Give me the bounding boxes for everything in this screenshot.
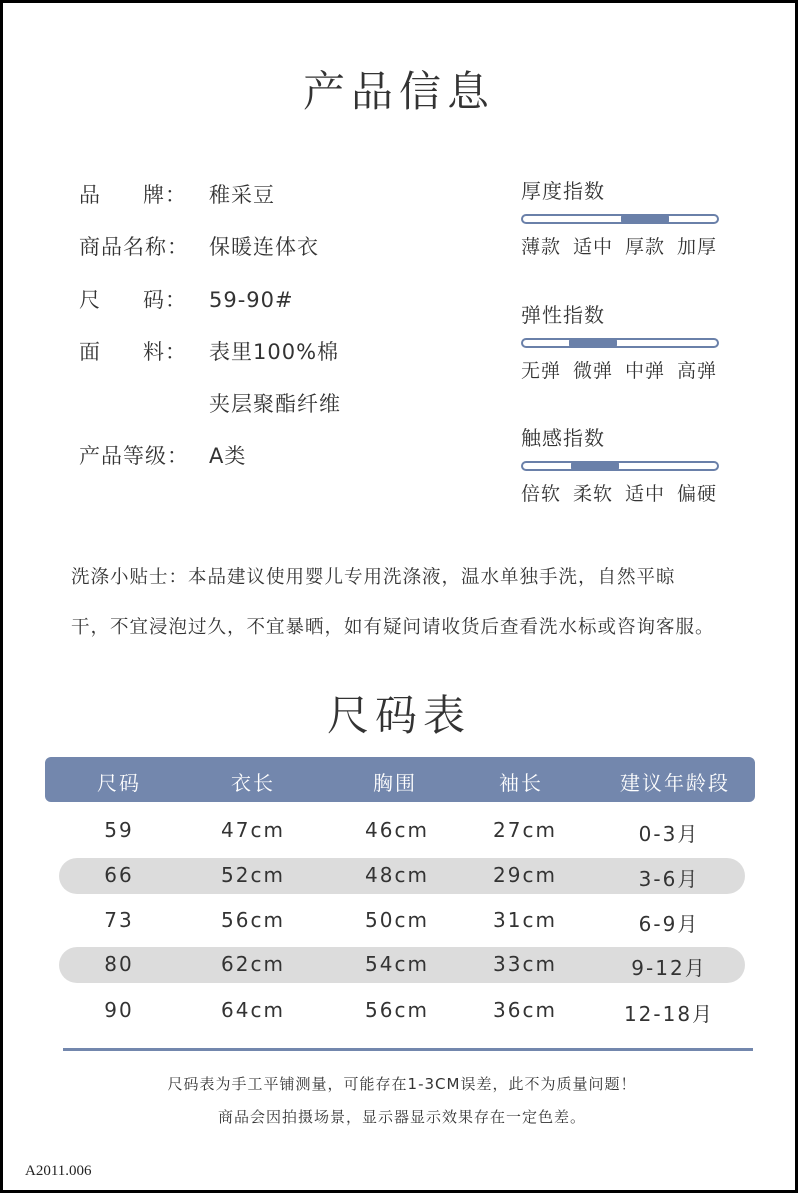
product-name-label: 商品名称：: [79, 235, 189, 259]
elasticity-levels: [521, 356, 733, 383]
washing-tip-line-2: 干，不宜浸泡过久，不宜暴晒，如有疑问请收货后查看洗水标或咨询客服。: [71, 617, 715, 638]
measurement-note: 尺码表为手工平铺测量，可能存在1-3CM误差，此不为质量问题！: [167, 1075, 637, 1093]
touch-level: 偏硬: [677, 483, 718, 505]
cell-sleeve: 33cm: [493, 952, 557, 976]
thickness-level: 加厚: [677, 236, 718, 258]
thickness-level: 薄款: [521, 236, 562, 258]
cell-age: 0-3月: [638, 822, 700, 846]
grade-value: A类: [209, 444, 247, 468]
brand-label-a: 品: [79, 183, 101, 207]
cell-chest: 56cm: [365, 998, 429, 1022]
size-label-a: 尺: [79, 288, 101, 312]
size-chart-title: 尺码表: [326, 691, 471, 740]
cell-sleeve: 31cm: [493, 908, 557, 932]
cell-sleeve: 29cm: [493, 863, 557, 887]
thickness-level: 厚款: [625, 236, 666, 258]
cell-length: 47cm: [221, 818, 285, 842]
touch-indicator: [571, 461, 619, 471]
size-label-b: 码：: [143, 288, 187, 312]
touch-gauge-title: 触感指数: [521, 426, 605, 450]
product-code: A2011.006: [25, 1163, 92, 1179]
fabric-row-2: [79, 388, 341, 418]
cell-length: 52cm: [221, 863, 285, 887]
washing-tip-line-1: 洗涤小贴士：本品建议使用婴儿专用洗涤液，温水单独手洗，自然平晾: [71, 567, 676, 588]
cell-sleeve: 36cm: [493, 998, 557, 1022]
table-row: [59, 993, 745, 1029]
touch-level: 柔软: [573, 483, 614, 505]
cell-size: 73: [104, 908, 134, 932]
cell-age: 12-18月: [623, 1002, 715, 1026]
thickness-track: [521, 214, 719, 224]
cell-length: 56cm: [221, 908, 285, 932]
fabric-label-b: 料：: [143, 340, 187, 364]
cell-chest: 48cm: [365, 863, 429, 887]
elasticity-level: 高弹: [677, 360, 718, 382]
elasticity-indicator: [569, 338, 617, 348]
elasticity-level: 微弹: [573, 360, 614, 382]
header-chest: 胸围: [373, 771, 417, 795]
grade-row: [79, 440, 246, 470]
product-name-row: [79, 231, 319, 261]
touch-levels: [521, 479, 733, 506]
header-age: 建议年龄段: [620, 771, 730, 795]
size-row: [79, 284, 294, 314]
thickness-levels: [521, 232, 733, 259]
elasticity-track: [521, 338, 719, 348]
table-row: [59, 903, 745, 939]
table-row: [59, 858, 745, 894]
header-size: 尺码: [97, 771, 141, 795]
thickness-gauge: [521, 175, 733, 259]
fabric-value: 表里100%棉: [209, 340, 340, 364]
product-name-value: 保暖连体衣: [209, 235, 319, 259]
brand-value: 稚采豆: [209, 183, 275, 207]
thickness-indicator: [621, 214, 669, 224]
elasticity-gauge-title: 弹性指数: [521, 303, 605, 327]
color-note: 商品会因拍摄场景，显示器显示效果存在一定色差。: [217, 1108, 586, 1126]
touch-level: 倍软: [521, 483, 562, 505]
touch-level: 适中: [625, 483, 666, 505]
elasticity-level: 中弹: [625, 360, 666, 382]
touch-gauge: [521, 422, 733, 506]
elasticity-gauge: [521, 299, 733, 383]
cell-size: 59: [104, 818, 134, 842]
cell-length: 64cm: [221, 998, 285, 1022]
brand-label-b: 牌：: [143, 183, 187, 207]
size-value: 59-90#: [209, 288, 294, 312]
cell-sleeve: 27cm: [493, 818, 557, 842]
grade-label: 产品等级：: [79, 444, 189, 468]
cell-size: 90: [104, 998, 134, 1022]
cell-length: 62cm: [221, 952, 285, 976]
fabric-label-a: 面: [79, 340, 101, 364]
thickness-level: 适中: [573, 236, 614, 258]
elasticity-level: 无弹: [521, 360, 562, 382]
touch-track: [521, 461, 719, 471]
cell-chest: 46cm: [365, 818, 429, 842]
header-sleeve: 袖长: [499, 771, 543, 795]
table-row: [59, 813, 745, 849]
brand-row: [79, 179, 275, 209]
fabric-value-2: 夹层聚酯纤维: [209, 392, 341, 416]
cell-chest: 54cm: [365, 952, 429, 976]
cell-chest: 50cm: [365, 908, 429, 932]
thickness-gauge-title: 厚度指数: [521, 179, 605, 203]
fabric-row: [79, 336, 339, 366]
cell-size: 80: [104, 952, 134, 976]
size-table-header: [45, 757, 755, 802]
product-info-title: 产品信息: [302, 67, 495, 116]
cell-age: 9-12月: [631, 956, 707, 980]
cell-size: 66: [104, 863, 134, 887]
table-divider: [63, 1048, 753, 1051]
cell-age: 6-9月: [638, 912, 700, 936]
header-length: 衣长: [231, 771, 275, 795]
cell-age: 3-6月: [638, 867, 700, 891]
table-row: [59, 947, 745, 983]
